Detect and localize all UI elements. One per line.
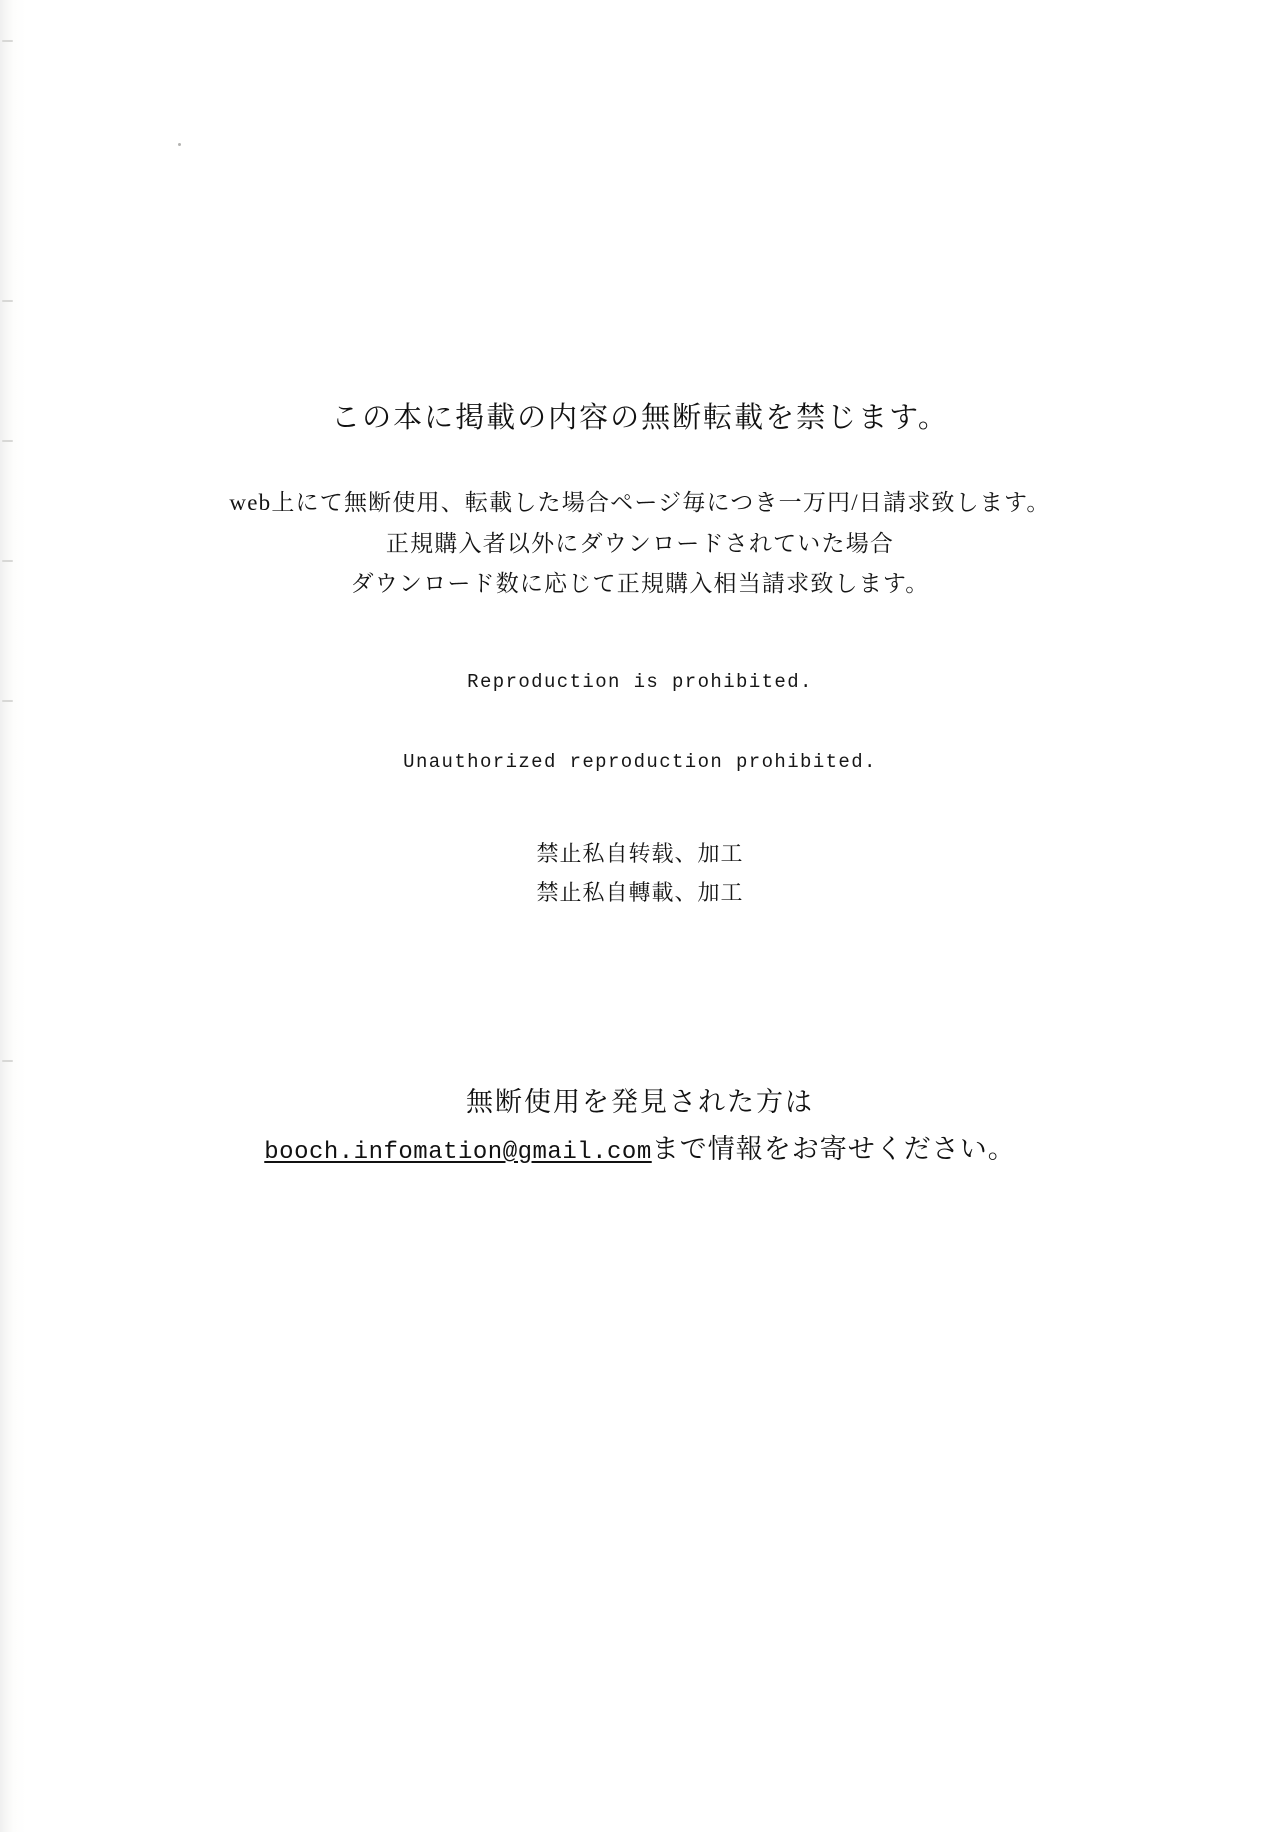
- copyright-notice-block: [0, 398, 1280, 912]
- japanese-notice-line-2: 正規購入者以外にダウンロードされていた場合: [385, 530, 895, 556]
- english-notice-line-2: Unauthorized reproduction prohibited.: [403, 751, 877, 774]
- chinese-notice-simplified: 禁止私自转载、加工: [536, 841, 744, 867]
- contact-block: [0, 1082, 1280, 1171]
- chinese-notice-block: [0, 835, 1280, 912]
- contact-email-line: [0, 1129, 1280, 1171]
- english-notice-line-1: Reproduction is prohibited.: [467, 671, 813, 694]
- chinese-notice-traditional: 禁止私自轉載、加工: [536, 879, 744, 905]
- contact-prompt: 無断使用を発見された方は: [466, 1087, 814, 1117]
- contact-email-suffix: まで情報をお寄せください。: [651, 1133, 1016, 1164]
- japanese-notice-line-3: ダウンロード数に応じて正規購入相当請求致します。: [350, 571, 930, 597]
- notice-headline: この本に掲載の内容の無断転載を禁じます。: [331, 402, 949, 434]
- scan-speck: [178, 143, 181, 146]
- japanese-notice-line-1: web上にて無断使用、転載した場合ページ毎につき一万円/日請求致します。: [229, 489, 1051, 515]
- scan-edge-artifacts: [0, 0, 18, 1832]
- contact-email-link[interactable]: booch.infomation@gmail.com: [264, 1138, 652, 1166]
